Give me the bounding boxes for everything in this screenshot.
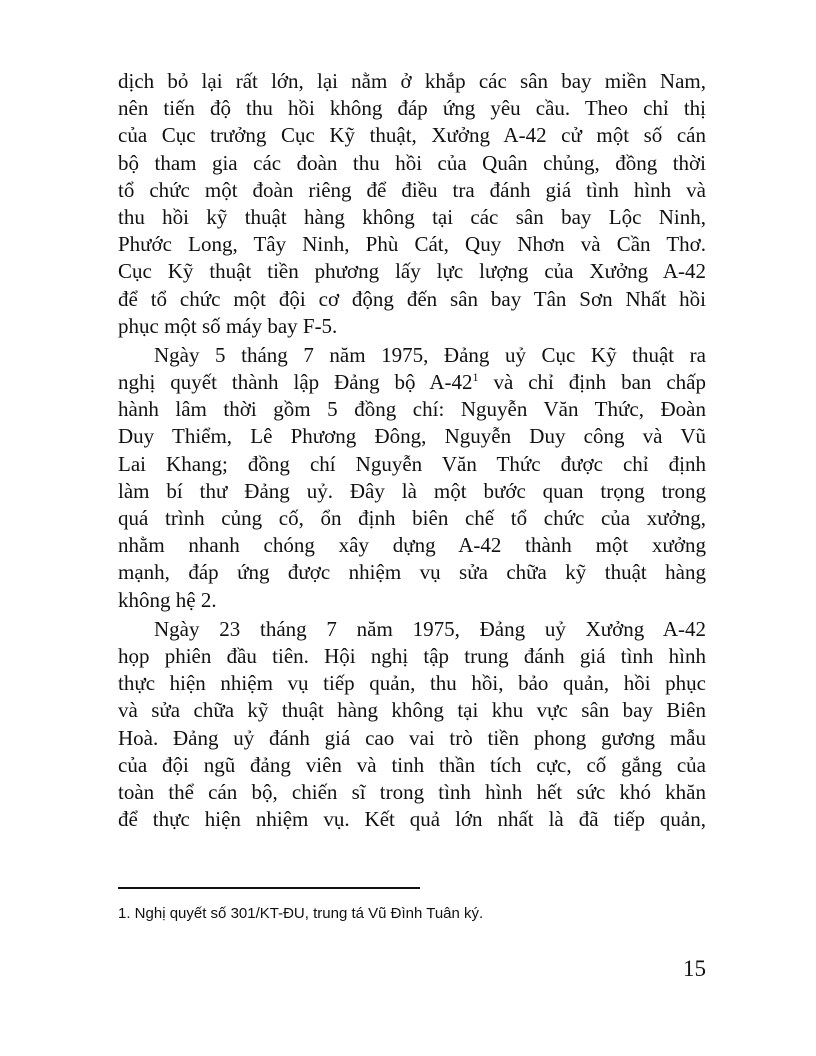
page-body (118, 68, 706, 833)
text-line: nên tiến độ thu hồi không đáp ứng yêu cầu. Theo chỉ thị (118, 96, 706, 121)
text-line: họp phiên đầu tiên. Hội nghị tập trung đánh giá tình hình (118, 643, 706, 668)
text-line: của đội ngũ đảng viên và tinh thần tích cực, cố gắng của (118, 752, 706, 777)
text-line: Cục Kỹ thuật tiền phương lấy lực lượng của Xưởng A-42 (118, 259, 706, 284)
text-fragment: và chỉ định ban chấp (493, 370, 707, 395)
text-line: Ngày 5 tháng 7 năm 1975, Đảng uỷ Cục Kỹ thuật ra (154, 342, 706, 367)
text-line: quá trình củng cố, ổn định biên chế tổ chức của xưởng, (118, 506, 706, 530)
text-line: bộ tham gia các đoàn thu hồi của Quân chủng, đồng thời (118, 150, 706, 175)
footnote-divider (118, 887, 420, 889)
text-line-with-footnote (118, 369, 706, 396)
text-line: phục một số máy bay F-5. (118, 313, 338, 338)
text-line: dịch bỏ lại rất lớn, lại nằm ở khắp các sân bay miền Nam, (118, 69, 706, 93)
footnote-marker: 1 (472, 370, 479, 385)
text-line: để thực hiện nhiệm vụ. Kết quả lớn nhất là đã tiếp quản, (118, 807, 706, 832)
text-line: làm bí thư Đảng uỷ. Đây là một bước quan trọng trong (118, 478, 706, 503)
text-line: Ngày 23 tháng 7 năm 1975, Đảng uỷ Xưởng A-42 (154, 616, 706, 641)
text-line: nhằm nhanh chóng xây dựng A-42 thành một xưởng (118, 533, 706, 558)
text-line: Lai Khang; đồng chí Nguyễn Văn Thức được chỉ định (118, 451, 706, 476)
text-line: của Cục trưởng Cục Kỹ thuật, Xưởng A-42 cử một số cán (118, 123, 706, 148)
text-line: để tổ chức một đội cơ động đến sân bay Tân Sơn Nhất hồi (118, 286, 706, 311)
text-line: Phước Long, Tây Ninh, Phù Cát, Quy Nhơn và Cần Thơ. (118, 232, 706, 257)
text-line: thực hiện nhiệm vụ tiếp quản, thu hồi, bảo quản, hồi phục (118, 671, 706, 696)
text-line: hành lâm thời gồm 5 đồng chí: Nguyễn Văn Thức, Đoàn (118, 397, 706, 422)
footnote: 1. Nghị quyết số 301/KT-ĐU, trung tá Vũ Đình Tuân ký. (118, 905, 484, 922)
text-line: và sửa chữa kỹ thuật hàng không tại khu vực sân bay Biên (118, 698, 706, 723)
text-line: toàn thể cán bộ, chiến sĩ trong tình hình hết sức khó khăn (118, 779, 706, 804)
text-line: Duy Thiểm, Lê Phương Đông, Nguyễn Duy công và Vũ (118, 424, 706, 449)
page-number: 15 (683, 956, 706, 981)
text-fragment: nghị quyết thành lập Đảng bộ A-42 (118, 370, 473, 395)
text-line: không hệ 2. (118, 587, 217, 612)
text-line: tổ chức một đoàn riêng để điều tra đánh giá tình hình và (118, 177, 706, 202)
text-line: mạnh, đáp ứng được nhiệm vụ sửa chữa kỹ thuật hàng (118, 560, 706, 585)
text-line: thu hồi kỹ thuật hàng không tại các sân bay Lộc Ninh, (118, 204, 706, 229)
text-line: Hoà. Đảng uỷ đánh giá cao vai trò tiền phong gương mẫu (118, 725, 706, 750)
